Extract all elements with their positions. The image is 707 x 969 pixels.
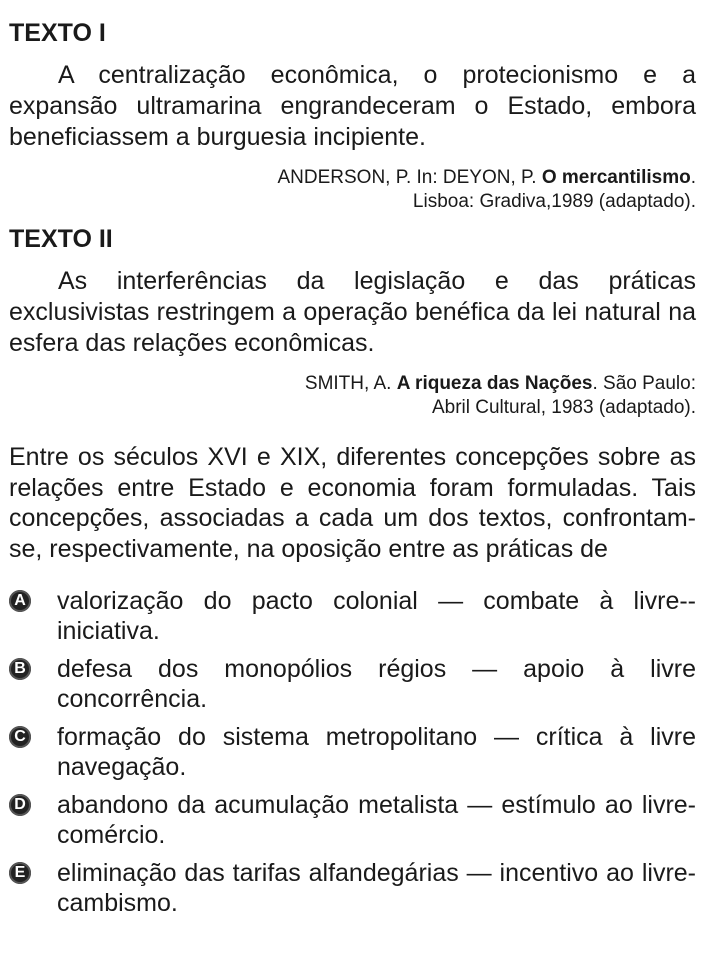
option-a[interactable]: [9, 586, 696, 646]
option-d[interactable]: [9, 790, 696, 850]
texto-1-section: [9, 0, 696, 214]
texto-1-source: [9, 166, 696, 214]
option-c-letter-badge: C: [9, 726, 31, 748]
texto-2-source-line-2: Abril Cultural, 1983 (adaptado).: [431, 397, 696, 418]
texto-1-body: A centralização econômica, o protecionismo e a expansão ultramarina engrandeceram o Estado, embora beneficiassem a burguesia incipiente.: [9, 61, 696, 151]
option-d-letter-badge: D: [9, 794, 31, 816]
answer-options: [9, 586, 696, 918]
texto-2-section: [9, 214, 696, 420]
option-b-text: defesa dos monopólios régios — apoio à livre concorrência.: [57, 655, 696, 713]
option-e-letter-badge: E: [9, 862, 31, 884]
option-d-text: abandono da acumulação metalista — estímulo ao livre-comércio.: [57, 791, 696, 849]
texto-1-source-title: O mercantilismo: [541, 167, 691, 188]
option-c[interactable]: [9, 722, 696, 782]
texto-2-source-line-1: [9, 372, 696, 396]
option-a-text: valorização do pacto colonial — combate à livre--iniciativa.: [57, 587, 696, 645]
texto-2-body: As interferências da legislação e das práticas exclusivistas restringem a operação benéfica da lei natural na esfera das relações econômicas.: [9, 267, 696, 357]
texto-1-source-after-title: .: [690, 167, 696, 188]
option-b-letter-badge: B: [9, 658, 31, 680]
texto-1-source-line-2: Lisboa: Gradiva,1989 (adaptado).: [412, 191, 696, 212]
texto-1-source-line-1: [9, 166, 696, 190]
option-e-text: eliminação das tarifas alfandegárias — incentivo ao livre-cambismo.: [57, 859, 696, 917]
option-a-letter-badge: A: [9, 590, 31, 612]
texto-2-source: [9, 372, 696, 420]
option-b[interactable]: [9, 654, 696, 714]
question-stem: Entre os séculos XVI e XIX, diferentes concepções sobre as relações entre Estado e economia foram formuladas. Tais concepções, associadas a cada um dos textos, confrontam-se, respectivamente, na oposição entre as práticas de: [9, 443, 696, 563]
texto-2-source-author: SMITH, A.: [304, 373, 397, 394]
texto-1-heading: TEXTO I: [9, 19, 106, 47]
texto-1-source-author: ANDERSON, P. In: DEYON, P.: [277, 167, 542, 188]
texto-2-source-title: A riqueza das Nações: [396, 373, 593, 394]
option-c-text: formação do sistema metropolitano — crítica à livre navegação.: [57, 723, 696, 781]
texto-2-heading: TEXTO II: [9, 225, 113, 253]
texto-2-source-after-title: . São Paulo:: [592, 373, 696, 394]
option-e[interactable]: [9, 858, 696, 918]
